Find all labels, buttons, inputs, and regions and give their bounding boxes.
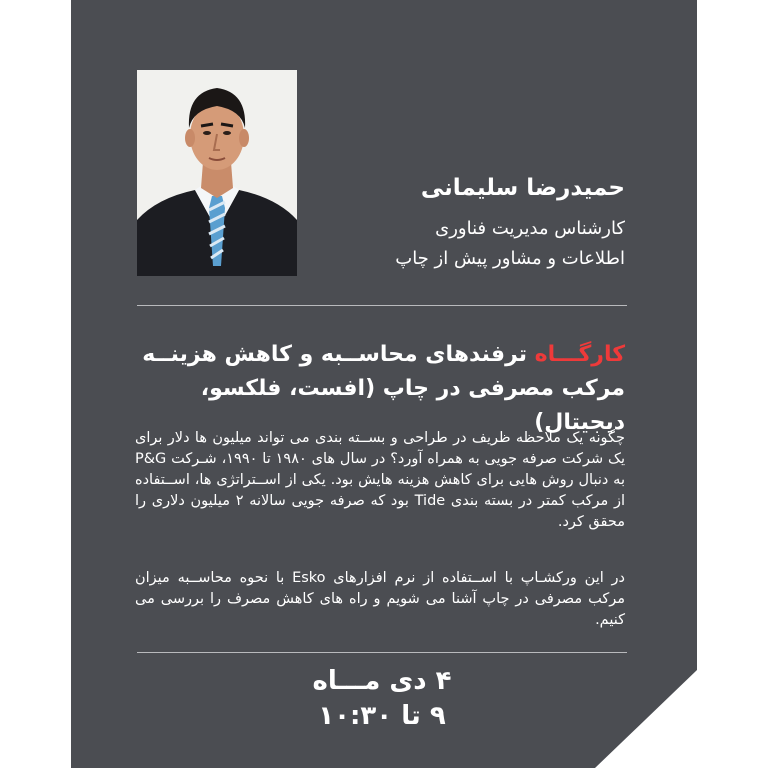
top-divider (137, 305, 627, 306)
bottom-divider (137, 652, 627, 653)
speaker-name: حمیدرضا سلیمانی (420, 175, 625, 201)
speaker-role (305, 214, 625, 274)
workshop-title-line-2: مرکب مصرفی در چاپ (افست، فلکسو، دیجیتال) (200, 376, 625, 435)
workshop-title-line-1 (135, 338, 625, 372)
speaker-role-line-2: اطلاعات و مشاور پیش از چاپ (395, 248, 625, 269)
workshop-label: کارگـــاه (534, 342, 625, 367)
speaker-photo (137, 70, 297, 276)
speaker-role-line-1: کارشناس مدیریت فناوری (435, 218, 625, 239)
description-paragraph-2: در این ورکشـاپ با اســتفاده از نرم افزارهای Esko با نحوه محاســبه میزان مرکب مصرفی در چاپ آشنا می شویم و راه های کاهش مصرف را بررسی می کنیم. (135, 570, 625, 628)
workshop-title-text: ترفندهای محاســبه و کاهش هزینــه (142, 342, 535, 367)
workshop-title (135, 338, 625, 440)
description-paragraph-1: چگونه یک ملاحظه ظریف در طراحی و بســته بندی می تواند میلیون ها دلار برای یک شرکت صرفه جویی به همراه آورد؟ در سال های ۱۹۸۰ تا ۱۹۹۰، شـرکت P&G به دنبال روش هایی برای کاهش هزینه هایش بود. یکی از اســتراتژی ها، اســتفاده از مرکب کمتر در بسته بندی Tide بود که صرفه جویی سالانه ۲ میلیون دلاری را محقق کرد. (135, 430, 626, 530)
event-date: ۴ دی مـــاه (312, 666, 452, 696)
event-time: ۹ تا ۱۰:۳۰ (318, 701, 446, 731)
